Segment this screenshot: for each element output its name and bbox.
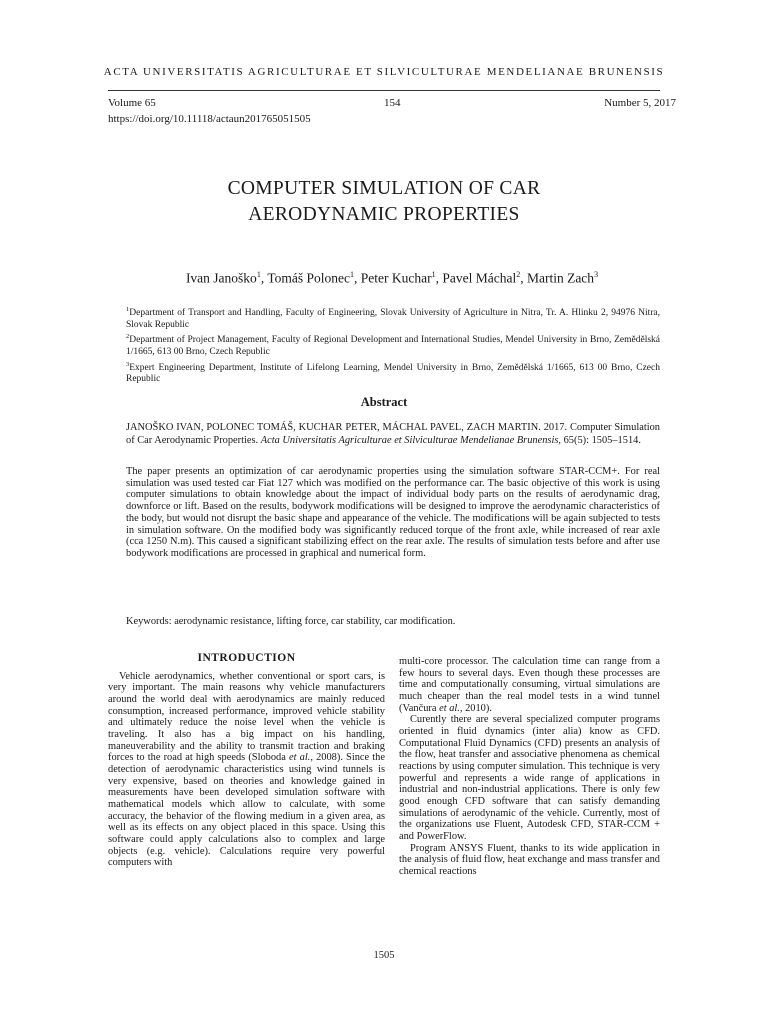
author: Peter Kuchar (360, 270, 432, 286)
issue-number: Number 5, 2017 (604, 97, 676, 109)
author-sup: 1 (256, 270, 261, 279)
abstract-heading: Abstract (360, 395, 408, 409)
volume: Volume 65 (108, 97, 156, 109)
affiliation-2: $^2$Department of Project Management, Faculty of Regional Development and International Studies, Mendel University in Brno, Zemědělská 1/1665, 613 00 Brno, Czech Republic (126, 333, 660, 358)
introduction-heading: INTRODUCTION (197, 652, 296, 664)
doi-link[interactable]: https://doi.org/10.11118/actaun201765051505 (108, 113, 311, 125)
left-column (108, 653, 385, 869)
title-line-2: AERODYNAMIC PROPERTIES (248, 204, 520, 225)
keywords: Keywords: aerodynamic resistance, lifting force, car stability, car modification. (126, 616, 456, 627)
author: Martin Zach (526, 270, 595, 286)
journal-name: ACTA UNIVERSITATIS AGRICULTURAE ET SILVICULTURAE MENDELIANAE BRUNENSIS (103, 66, 665, 78)
header-rule (108, 90, 660, 91)
right-column (399, 656, 660, 877)
paper-title (108, 176, 660, 228)
paragraph: multi-core processor. The calculation time can range from a few hours to several days. Even though these processes are time and computationally consuming, virtual simulations are much cheaper than the real model tests in a wind tunnel (Vančura et al., 2010). (399, 656, 660, 714)
citation-journal: Acta Universitatis Agriculturae et Silviculturae Mendelianae Brunensis, (260, 434, 561, 446)
affiliation-1: $^1$Department of Transport and Handling, Faculty of Engineering, Slovak University of Agriculture in Nitra, Tr. A. Hlinku 2, 94976 Nitra, Slovak Republic (126, 306, 660, 330)
paragraph: Vehicle aerodynamics, whether conventional or sport cars, is very important. The main reasons why vehicle manufacturers around the world deal with aerodynamics are mainly reduced consumption, increased performance, improved vehicle stability and ultimately reduce the noise level when the vehicle is traveling. It also has a big impact on his handling, maneuverability and the ability to transmit traction and braking forces to the road at high speeds (Sloboda et al., 2008). Since the detection of aerodynamic characteristics using wind tunnels is very expensive, based on theories and knowledge gained in measurements have been developed simulation software with mathematical models which allow to calculate, with some accuracy, the behavior of the flowing medium in a given area, as well as its effects on any object placed in this space. Using this software could apply calculations also to complex and large objects (e.g. vehicle). Calculations require very powerful computers with (108, 670, 385, 869)
abstract-text: The paper presents an optimization of car aerodynamic properties using the simulation software STAR-CCM+. For real simulation was used tested car Fiat 127 which was modified on the performance car. The basic objective of this work is using computer simulations to obtain knowledge about the impact of individual body parts on the results of aerodynamic drag, downforce or lift. Based on the results, bodywork modifications will be designed to improve the aerodynamic characteristics of the body, but would not disrupt the basic shape and appearance of the vehicle. The modifications will be again subjected to tests in simulation software. On the modified body was significantly reduced torque of the front axle, while increased of rear axle (cca 1250 N.m). This caused a significant stabilizing effect on the rear axle. The results of simulation tests before and after use bodywork modifications are processed in graphical and numerical form. (126, 466, 660, 559)
paragraph: Program ANSYS Fluent, thanks to its wide application in the analysis of fluid flow, heat exchange and mass transfer and chemical reactions (399, 842, 660, 877)
paragraph: Curently there are several specialized computer programs oriented in fluid dynamics (inter alia) know as CFD. Computational Fluid Dynamics (CFD) presents an analysis of the flow, heat transfer and associative phenomena as chemical reactions by using computer simulation. This technique is very powerful and represents a wide range of applications in industrial and non-industrial applications. There is only few good enough CFD software that can satisfy demanding simulations of aerodynamic of the vehicle. Currently, most of the organizations use Fluent, Autodesk CFD, STAR-CCM + and PowerFlow. (399, 714, 660, 842)
page-number-footer: 1505 (373, 950, 395, 961)
author: Tomáš Polonec (267, 270, 350, 286)
citation-authors: JANOŠKO IVAN, POLONEC TOMÁŠ, KUCHAR PETER, MÁCHAL PAVEL, ZACH MARTIN. 2017. Computer Simulation of Car Aerodynamic Properties. (126, 422, 660, 446)
author: Pavel Máchal (442, 270, 517, 286)
author-sup: 2 (516, 270, 521, 279)
citation (126, 422, 660, 448)
author-sup: 1 (350, 270, 354, 279)
citation-pages: 65(5): 1505–1514. (563, 434, 641, 446)
author: Ivan Janoško (185, 270, 257, 286)
author-sup: 3 (594, 270, 599, 279)
page-number-header: 154 (384, 97, 401, 109)
affiliations (126, 304, 660, 386)
author-list: Ivan Janoško$^1$, Tomáš Polonec$^1$, Peter Kuchar$^1$, Pavel Máchal$^2$, Martin Zach$^3$ (185, 270, 599, 286)
author-sup: 1 (431, 270, 436, 279)
affiliation-3: $^3$Expert Engineering Department, Institute of Lifelong Learning, Mendel University in Brno, Zemědělská 1/1665, 613 00 Brno, Czech Republic (126, 360, 660, 385)
title-line-1: COMPUTER SIMULATION OF CAR (227, 178, 541, 199)
